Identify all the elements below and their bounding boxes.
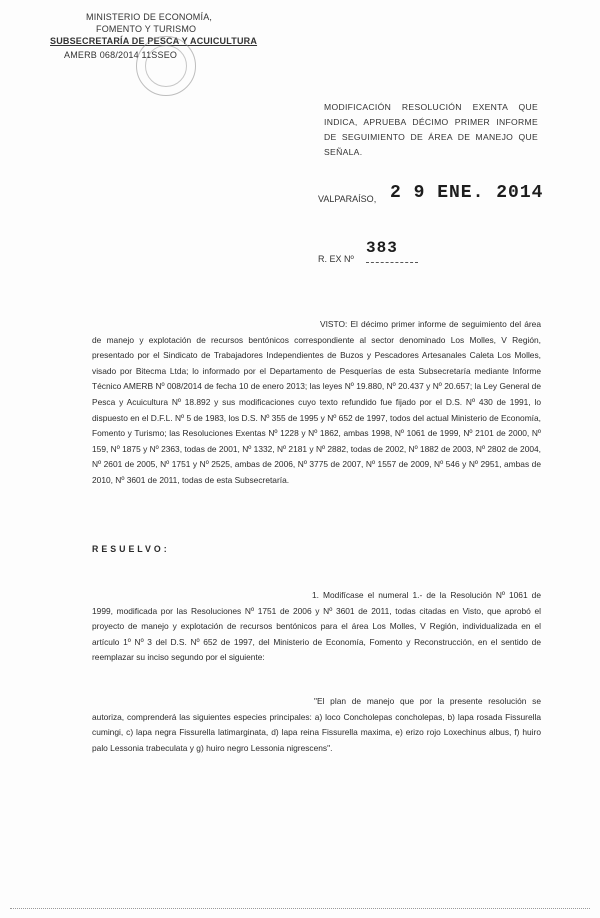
resolution-underline: [366, 262, 418, 263]
header-subsecretariat: SUBSECRETARÍA DE PESCA Y ACUICULTURA: [50, 36, 258, 46]
resolution-label: R. EX Nº: [318, 254, 354, 264]
quoted-plan-text: "El plan de manejo que por la presente resolución se autoriza, comprenderá las siguientes especies principales: a) loco Concholepas concholepas, b) lapa rosada Fissurella cumingi, c) lapa negra Fissurella latimarginata, d) lapa reina Fissurella maxima, e) erizo rojo Loxechinus albus, f) huiro palo Lessonia trabeculata y g) huiro negro Lessonia nigrescens".: [92, 696, 541, 753]
office-stamp-icon: [136, 36, 196, 96]
page-bottom-edge: [10, 908, 590, 909]
resolution-number: 383: [366, 239, 398, 257]
date-label: VALPARAÍSO,: [318, 194, 377, 204]
header-ministry-sub: FOMENTO Y TURISMO: [96, 24, 197, 34]
document-subject: MODIFICACIÓN RESOLUCIÓN EXENTA QUE INDICA, APRUEBA DÉCIMO PRIMER INFORME DE SEGUIMIENTO DE ÁREA DE MANEJO QUE SEÑALA.: [324, 102, 538, 157]
date-stamp: 2 9 ENE. 2014: [390, 183, 544, 203]
resuelvo-heading: RESUELVO:: [92, 544, 170, 554]
resolution-item-1: 1. Modifícase el numeral 1.- de la Resolución Nº 1061 de 1999, modificada por las Resoluciones Nº 1751 de 2006 y Nº 3601 de 2011, todas citadas en Visto, que aprobó el proyecto de manejo y explotación de recursos bentónicos para el área Los Molles, V Región, individualizada en el artículo 1º Nº 3 del D.S. Nº 652 de 1997, del Ministerio de Economía, Fomento y Reconstrucción, en el sentido de reemplazar su inciso segundo por el siguiente:: [92, 590, 541, 663]
header-ministry: MINISTERIO DE ECONOMÍA,: [86, 12, 213, 22]
header-reference: AMERB 068/2014 11SSEO: [64, 50, 178, 60]
visto-paragraph: VISTO: El décimo primer informe de seguimiento del área de manejo y explotación de recursos bentónicos correspondiente al sector denominado Los Molles, V Región, presentado por el Sindicato de Trabajadores Independientes de Buzos y Pescadores Artesanales Caleta Los Molles, visado por Bitecma Ltda; lo informado por el Departamento de Pesquerías de esta Subsecretaría mediante Informe Técnico AMERB Nº 008/2014 de fecha 10 de enero 2013; las leyes Nº 19.880, Nº 20.437 y Nº 20.657; la Ley General de Pesca y Acuicultura Nº 18.892 y sus modificaciones cuyo texto refundido fue fijado por el D.S. Nº 430 de 1991, lo dispuesto en el D.F.L. Nº 5 de 1983, los D.S. Nº 355 de 1995 y Nº 652 de 1997, todos del actual Ministerio de Economía, Fomento y Turismo; las Resoluciones Exentas Nº 1228 y Nº 1862, ambas 1998, Nº 1061 de 1999, Nº 2101 de 2000, Nº 159, Nº 1875 y Nº 2363, todas de 2001, Nº 1332, Nº 2181 y Nº 2882, todas de 2002, Nº 1882 de 2003, Nº 2802 de 2004, Nº 2601 de 2005, Nº 1751 y Nº 2525, ambas de 2006, Nº 3775 de 2007, Nº 1557 de 2009, Nº 546 y Nº 2951, ambas de 2010, Nº 3601 de 2011, todas de esta Subsecretaría.: [92, 319, 541, 485]
